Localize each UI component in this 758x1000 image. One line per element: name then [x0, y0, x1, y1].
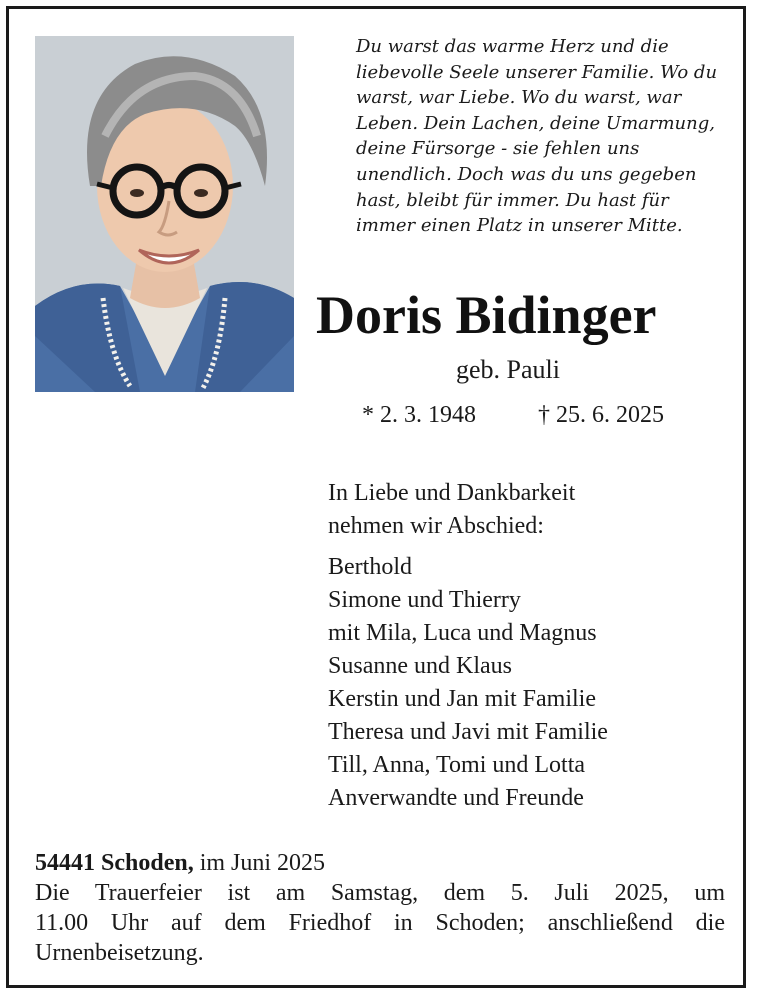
poem-line: unendlich. Doch was du uns gegeben [356, 163, 697, 185]
place-date-line [35, 848, 725, 878]
poem-line: Du warst das warme Herz und die [356, 36, 669, 57]
poem-line: immer einen Platz in unserer Mitte. [356, 215, 683, 237]
ceremony-line: Urnenbeisetzung. [35, 940, 204, 966]
poem-line: liebevolle Seele unserer Familie. Wo du [356, 61, 718, 83]
mourner-name: Simone und Thierry [328, 587, 521, 613]
mourner-name: Kerstin und Jan mit Familie [328, 686, 596, 712]
mourner-name: mit Mila, Luca und Magnus [328, 620, 597, 646]
mourner-name: Theresa und Javi mit Familie [328, 719, 608, 745]
mourner-name: Anverwandte und Freunde [328, 785, 584, 811]
portrait-illustration [35, 36, 294, 392]
poem-line: Leben. Dein Lachen, deine Umarmung, [356, 112, 715, 134]
poem-line: warst, war Liebe. Wo du warst, war [356, 87, 682, 109]
deceased-name: Doris Bidinger [316, 285, 657, 345]
portrait-photo [35, 36, 294, 392]
ceremony-line: 11.00 Uhr auf dem Friedhof in Schoden; anschließend die [35, 910, 725, 936]
memorial-poem [356, 34, 736, 239]
mourner-names [328, 551, 608, 815]
mourners-block [328, 477, 608, 815]
death-date: † 25. 6. 2025 [538, 402, 664, 428]
notice-date: im Juni 2025 [193, 850, 326, 876]
mourner-name: Susanne und Klaus [328, 653, 512, 679]
place: 54441 Schoden, [35, 850, 194, 876]
mourner-name: Till, Anna, Tomi und Lotta [328, 752, 586, 778]
mourner-name: Berthold [328, 554, 412, 580]
ceremony-line: Die Trauerfeier ist am Samstag, dem 5. Juli 2025, um [35, 880, 725, 906]
life-dates [362, 399, 664, 431]
ceremony-info [35, 848, 725, 968]
maiden-name: geb. Pauli [456, 355, 560, 384]
farewell-intro-line: nehmen wir Abschied: [328, 513, 544, 539]
farewell-intro-line: In Liebe und Dankbarkeit [328, 480, 576, 506]
poem-line: deine Fürsorge - sie fehlen uns [356, 138, 640, 160]
birth-date: * 2. 3. 1948 [362, 402, 476, 428]
poem-line: hast, bleibt für immer. Du hast für [356, 189, 669, 211]
